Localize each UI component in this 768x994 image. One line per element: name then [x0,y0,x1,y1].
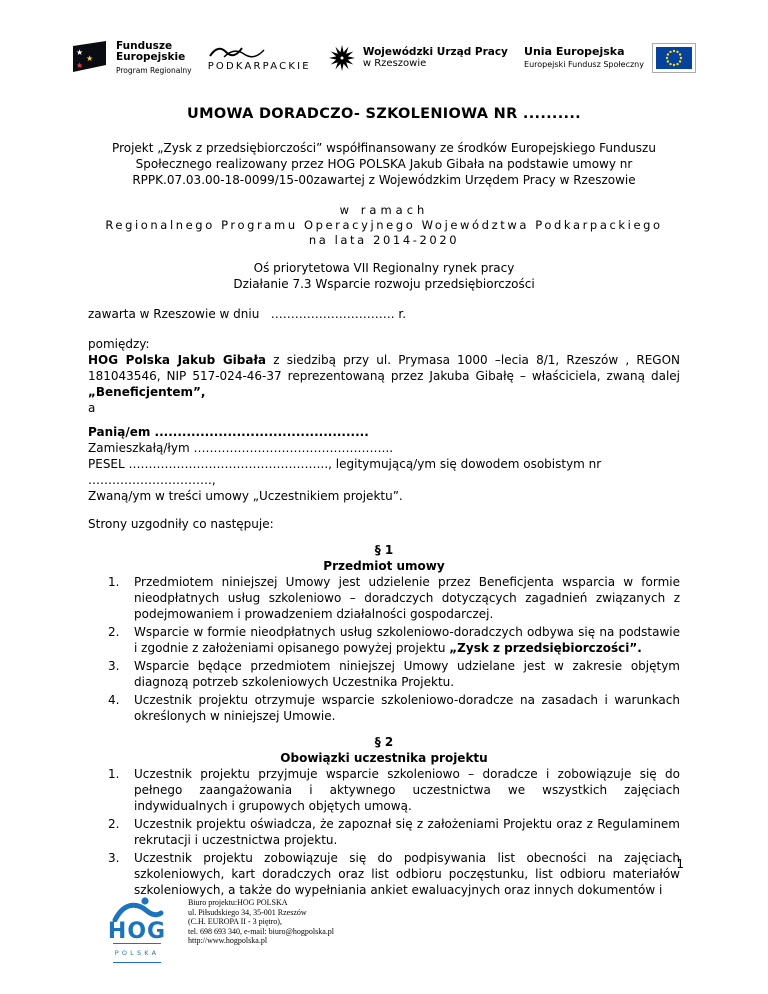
list-item-text-main: Wsparcie będące przedmiotem niniejszej Umowy udzielane jest w zakresie objętym diagnozą potrzeb szkoleniowych Uczestnika Projektu. [134,659,680,689]
fundusze-line1: Fundusze [116,39,173,52]
beneficiary-term: „Beneficjentem”, [88,385,206,399]
wup-line2: w Rzeszowie [362,58,427,69]
list-item-text-main: Uczestnik projektu oświadcza, że zapoznał się z założeniami Projektu oraz z Regulaminem rekrutacji i uczestnictwa projektu. [134,817,680,847]
list-item-text [134,816,680,848]
podkarpackie-icon [208,42,272,60]
os-priorytetowa-line: Oś priorytetowa VII Regionalny rynek pracy [253,261,515,275]
list-item-number: 3. [108,659,120,673]
list-item-text-main: Uczestnik projektu zobowiązuje się do podpisywania list obecności na zajęciach szkoleniowych, kart doradczych oraz list odbioru poczęstunku, list odbioru materiałów szkoleniowych, a także do wypełniania ankiet ewaluacyjnych oraz innych dokumentów i [134,851,680,897]
pomiedzy-line: pomiędzy: [88,337,150,351]
program-line1: Regionalnego Programu Operacyjnego Województwa Podkarpackiego [105,218,663,232]
list-item [108,624,680,656]
section-2 [88,734,680,898]
page-number: 1 [676,857,684,871]
list-item-text [134,766,680,814]
list-item-text [134,658,680,690]
list-item [108,816,680,848]
logo-strip [70,34,696,82]
section-2-number: § 2 [374,735,394,749]
ue-line1: Unia Europejska [524,45,625,58]
fundusze-line2: Europejskie [116,50,186,63]
footer-address [188,896,334,946]
list-item-number: 3. [108,851,120,865]
priority-axis-block [88,260,680,292]
strony-line: Strony uzgodniły co następuje: [88,517,274,531]
participant-address-line: Zamieszkałą/łym ………………………………………….. [88,441,394,455]
eu-flag-icon [652,43,696,73]
section-2-list [88,766,680,898]
list-item [108,574,680,622]
participant-pesel-line: PESEL ………………………………………….., legitymującą/ym się dowodem osobistym nr …………………………., [88,457,602,487]
zawarta-line: zawarta w Rzeszowie w dniu …………………………. r. [88,307,407,321]
list-item-text-main: Przedmiotem niniejszej Umowy jest udzielenie przez Beneficjenta wsparcia w formie nieodpłatnych usług szkoleniowo – doradczych dotyczących zagadnień związanych z podejmowaniem i prowadzeniem działalności gospodarczej. [134,575,680,621]
beneficiary-details: z siedzibą przy ul. Prymasa 1000 –lecia 8/1, Rzeszów , REGON 181043546, NIP 517-024-46-37 reprezentowaną przez Jakuba Gibałę – właściciela, zwaną dalej [88,353,680,383]
section-1-list [88,574,680,724]
list-item [108,766,680,814]
section-1-title: Przedmiot umowy [323,559,445,573]
fundusze-europejskie-text [116,41,192,76]
list-item-number: 2. [108,625,120,639]
footer-address-line: Biuro projektu:HOG POLSKA [188,898,288,907]
hog-logo-text: HOG [107,919,167,944]
list-item-text [134,692,680,724]
program-line2: na lata 2014-2020 [308,233,460,247]
list-item-number: 2. [108,817,120,831]
list-item-text [134,850,680,898]
wup-line1: Wojewódzki Urząd Pracy [362,46,508,58]
svg-text:★: ★ [76,61,84,70]
wup-text [363,46,508,70]
unia-europejska-logo [524,43,696,73]
wup-sun-icon [327,43,357,73]
list-item-text-main: Uczestnik projektu otrzymuje wsparcie szkoleniowo-doradcze na zasadach i warunkach określonych w niniejszej Umowie. [134,693,680,723]
document-title: UMOWA DORADCZO- SZKOLENIOWA NR .......... [187,106,581,122]
podkarpackie-logo [208,42,311,75]
footer-address-line: (C.H. EUROPA II - 3 piętro), [188,917,282,926]
section-1 [88,542,680,724]
beneficiary-name: HOG Polska Jakub Gibała [88,353,267,367]
project-description: Projekt „Zysk z przedsiębiorczości” współfinansowany ze środków Europejskiego Funduszu Społecznego realizowany przez HOG POLSKA Jakub Gibała na podstawie umowy nr RPPK.07.03.00-18-0099/15-00zawartej z Wojewódzkim Urzędem Pracy w Rzeszowie [112,141,656,187]
svg-text:★: ★ [86,54,94,63]
footer [104,896,334,963]
hog-logo-subtext: POLSKA [113,943,162,963]
wup-logo [327,43,508,73]
section-1-number: § 1 [374,543,394,557]
dzialanie-line: Działanie 7.3 Wsparcie rozwoju przedsiębiorczości [233,277,535,291]
list-item-text-main: Wsparcie w formie nieodpłatnych usług szkoleniowo-doradczych odbywa się na podstawie i zgodnie z założeniami opisanego powyżej projektu [134,625,680,655]
footer-address-line: http://www.hogpolska.pl [188,936,268,945]
svg-text:★: ★ [76,48,84,57]
ue-line2: Europejski Fundusz Społeczny [524,60,644,69]
hog-polska-logo [104,896,170,963]
fundusze-line3: Program Regionalny [116,65,192,75]
fundusze-europejskie-flag-icon [70,39,110,77]
fundusze-europejskie-logo [70,39,192,77]
list-item-number: 1. [108,767,120,781]
participant-term-line: Zwaną/ym w treści umowy „Uczestnikiem projektu”. [88,489,403,503]
list-item [108,850,680,898]
a-line: a [88,401,96,415]
footer-address-line: tel. 698 693 340, e-mail: biuro@hogpolska.pl [188,926,335,936]
footer-address-line: ul. Piłsudskiego 34, 35-001 Rzeszów [188,907,307,917]
podkarpackie-label: PODKARPACKIE [207,60,311,72]
participant-name-line: Panią/em ............................................... [88,425,369,439]
list-item-number: 4. [108,693,120,707]
list-item-text-main: Uczestnik projektu przyjmuje wsparcie szkoleniowo – doradcze i zobowiązuje się do pełnego zaangażowania i aktywnego uczestnictwa we wszystkich zajęciach indywidualnych i grupowych objętych umową. [134,767,680,813]
list-item-text [134,574,680,622]
list-item-text [134,624,680,656]
list-item-number: 1. [108,575,120,589]
list-item-text-bold: „Zysk z przedsiębiorczości”. [449,641,642,655]
beneficiary-paragraph [88,352,680,400]
list-item [108,692,680,724]
unia-europejska-text [524,46,644,70]
participant-block [88,424,680,504]
section-2-title: Obowiązki uczestnika projektu [280,751,488,765]
w-ramach-line: w ramach [339,203,429,217]
list-item [108,658,680,690]
